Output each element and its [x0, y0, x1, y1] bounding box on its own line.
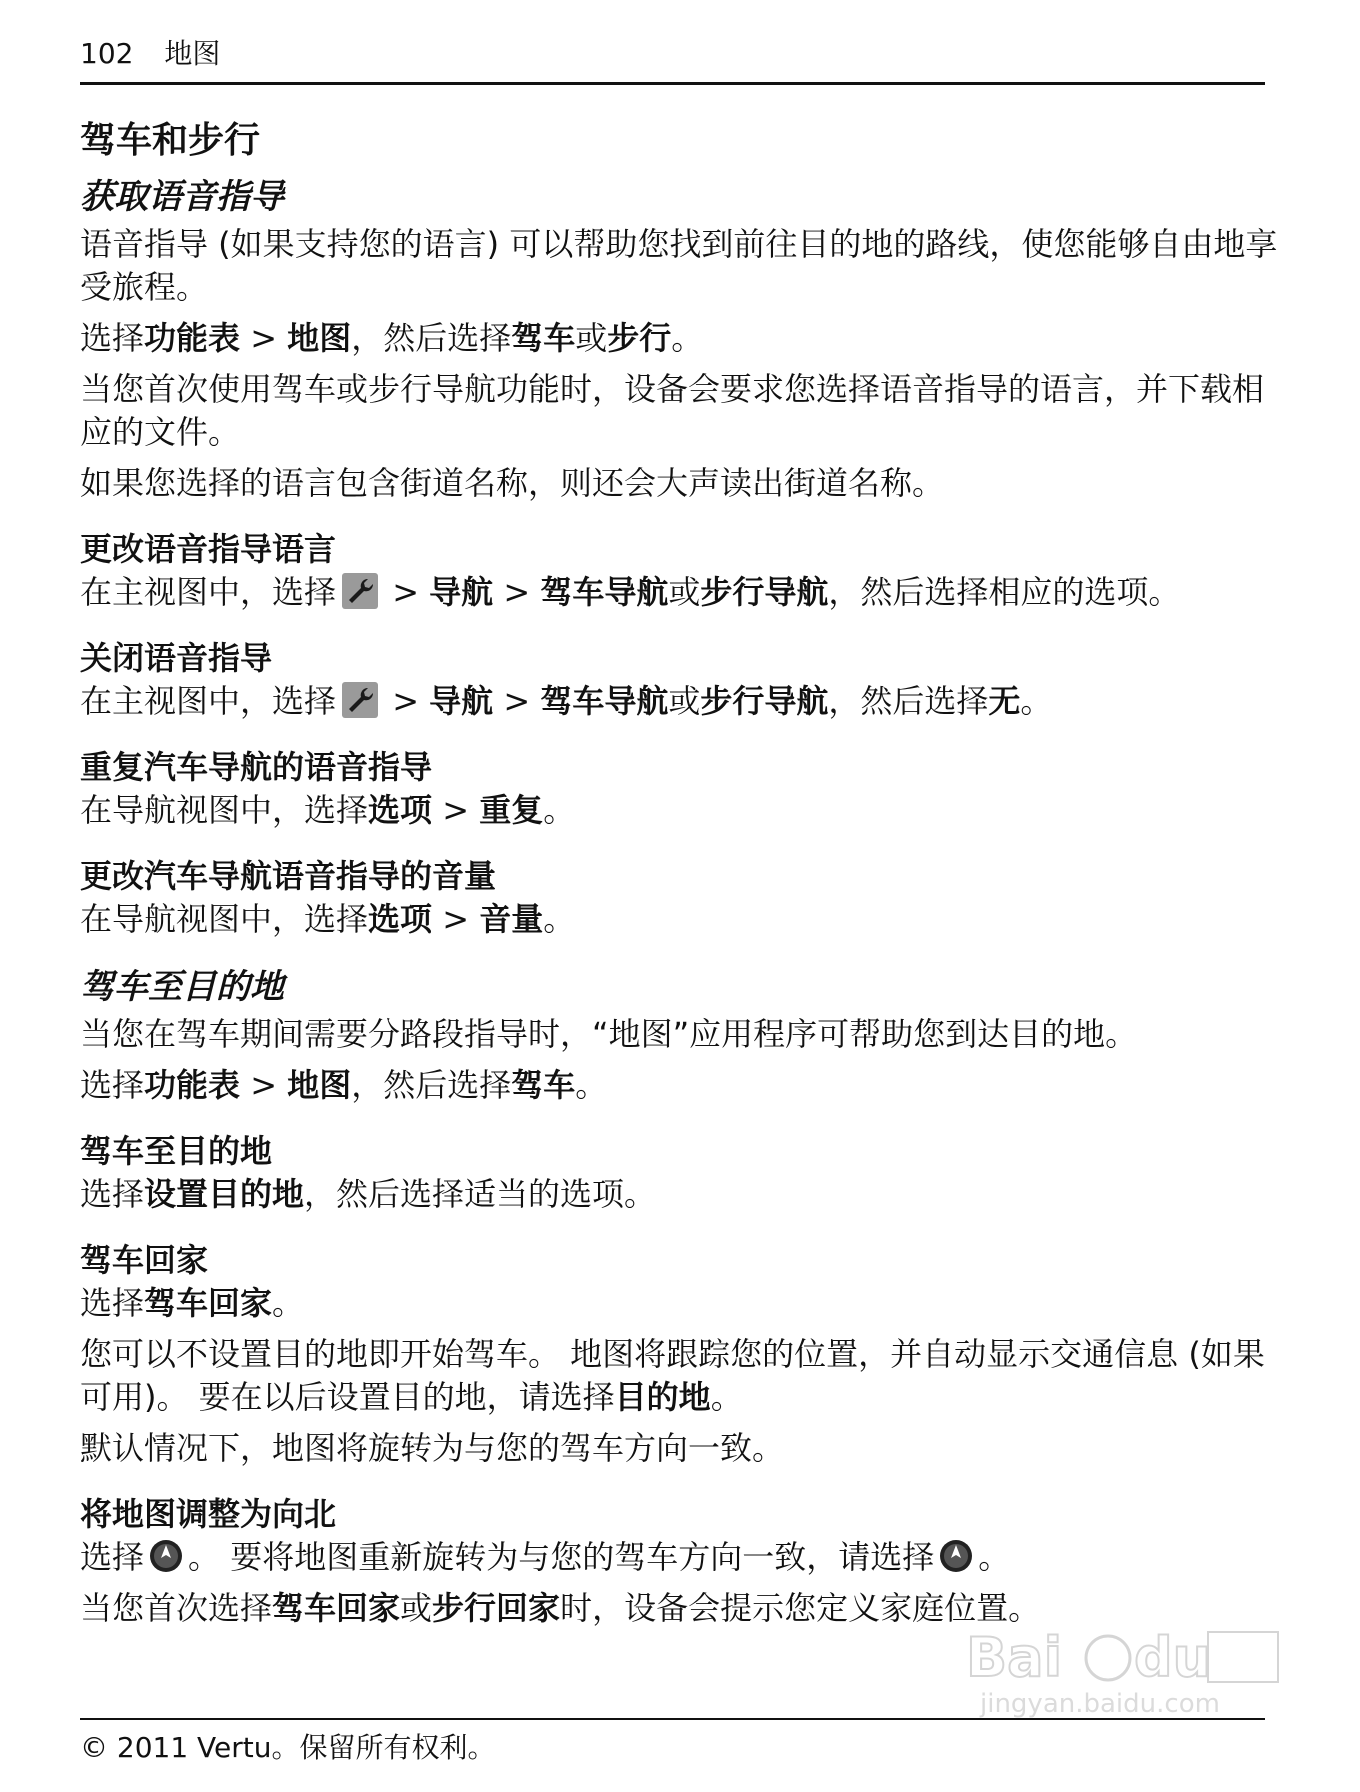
- north-compass-icon: [938, 1538, 974, 1574]
- voice-select-line: 选择功能表 > 地图，然后选择驾车或步行。: [80, 319, 704, 357]
- close-voice-steps: 在主视图中，选择 > 导航 > 驾车导航或步行导航，然后选择无。: [80, 682, 1053, 720]
- drive-intro: 当您在驾车期间需要分路段指导时，“地图”应用程序可帮助您到达目的地。: [80, 1015, 1138, 1053]
- topic-volume: 更改汽车导航语音指导的音量: [80, 857, 497, 895]
- north-compass-icon: [148, 1538, 184, 1574]
- topic-north-up: 将地图调整为向北: [80, 1495, 337, 1533]
- topic-close-voice: 关闭语音指导: [80, 639, 273, 677]
- page-header: [80, 36, 1265, 72]
- topic-drive-home: 驾车回家: [80, 1241, 209, 1279]
- change-language-steps: 在主视图中，选择 > 导航 > 驾车导航或步行导航，然后选择相应的选项。: [80, 573, 1181, 611]
- topic-repeat: 重复汽车导航的语音指导: [80, 748, 433, 786]
- voice-street-names: 如果您选择的语言包含街道名称，则还会大声读出街道名称。: [80, 464, 945, 502]
- svg-text:du: du: [1134, 1626, 1212, 1689]
- drive-select-line: 选择功能表 > 地图，然后选择驾车。: [80, 1066, 608, 1104]
- subsection-title-voice: 获取语音指导: [80, 177, 284, 217]
- volume-steps: 在导航视图中，选择选项 > 音量。: [80, 900, 576, 938]
- svg-text:Bai: Bai: [966, 1626, 1063, 1689]
- page-body: [80, 115, 1280, 1638]
- header-section: 地图: [164, 37, 221, 70]
- svg-text:jingyan.baidu.com: jingyan.baidu.com: [980, 1689, 1220, 1718]
- drive-home-rotation: 默认情况下，地图将旋转为与您的驾车方向一致。: [80, 1429, 785, 1467]
- north-up-steps: 选择 。 要将地图重新旋转为与您的驾车方向一致，请选择 。: [80, 1538, 1011, 1576]
- voice-first-use: 当您首次使用驾车或步行导航功能时，设备会要求您选择语音指导的语言，并下载相应的文件。: [80, 370, 1265, 451]
- subsection-title-drive: 驾车至目的地: [80, 967, 284, 1007]
- topic-drive-destination: 驾车至目的地: [80, 1132, 273, 1170]
- drive-destination-steps: 选择设置目的地，然后选择适当的选项。: [80, 1175, 657, 1213]
- wrench-icon: [342, 573, 378, 609]
- drive-home-steps: 选择驾车回家。: [80, 1284, 305, 1322]
- north-up-home-prompt: 当您首次选择驾车回家或步行回家时，设备会提示您定义家庭位置。: [80, 1589, 1041, 1627]
- topic-change-language: 更改语音指导语言: [80, 530, 337, 568]
- repeat-steps: 在导航视图中，选择选项 > 重复。: [80, 791, 576, 829]
- voice-intro: 语音指导 (如果支持您的语言) 可以帮助您找到前往目的地的路线，使您能够自由地享受旅程。: [80, 225, 1278, 306]
- page-number: 102: [80, 37, 134, 70]
- footer-rule: [80, 1718, 1265, 1720]
- wrench-icon: [342, 682, 378, 718]
- drive-home-tracking: 您可以不设置目的地即开始驾车。 地图将跟踪您的位置，并自动显示交通信息 (如果可用)。 要在以后设置目的地，请选择目的地。: [80, 1335, 1265, 1416]
- header-rule: [80, 82, 1265, 85]
- baidu-jingyan-watermark: [958, 1618, 1288, 1718]
- section-title: 驾车和步行: [80, 120, 261, 161]
- page-footer: © 2011 Vertu。保留所有权利。: [80, 1731, 496, 1764]
